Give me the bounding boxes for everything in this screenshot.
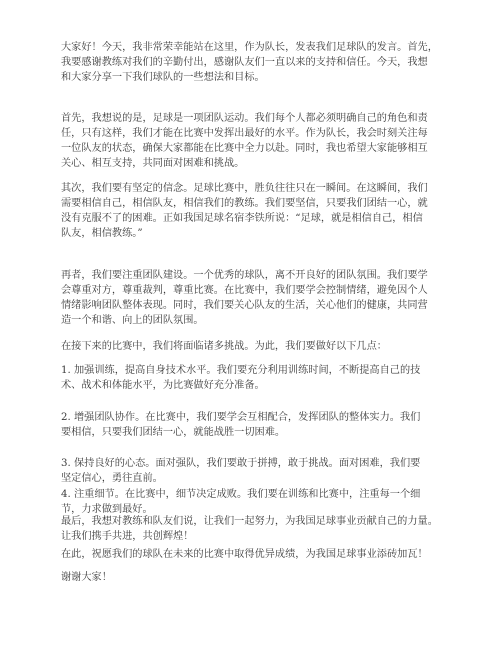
paragraph-team-building: 再者，我们要注重团队建设。一个优秀的球队，离不开良好的团队氛围。我们要学 会尊重对方，尊重裁判，尊重比赛。在比赛中，我们要学会控制情绪，避免因个人 情绪影响团队整体表现。同时，我们要关心队友的生活，关心他们的健康，共同营 造一个和谐、向上的团队氛围。 — [61, 270, 428, 326]
paragraph-thanks: 谢谢大家！ — [61, 572, 112, 583]
list-item-collaboration: 2. 增强团队协作。在比赛中，我们要学会互相配合，发挥团队的整体实力。我们 要相信，只要我们团结一心，就能战胜一切困难。 — [61, 412, 421, 438]
paragraph-challenges-intro: 在接下来的比赛中，我们将面临诸多挑战。为此，我们要做好以下几点： — [61, 341, 387, 352]
paragraph-closing: 最后，我想对教练和队友们说，让我们一起努力，为我国足球事业贡献自己的力量。 让我们携手共进，共创辉煌！ — [61, 516, 438, 542]
list-item-mindset: 3. 保持良好的心态。面对强队，我们要敢于拼搏，敢于挑战。面对困难，我们要 坚定信心，勇往直前。 — [61, 458, 421, 484]
paragraph-wishes: 在此，祝愿我们的球队在未来的比赛中取得优异成绩，为我国足球事业添砖加瓦！ — [61, 549, 428, 560]
paragraph-teamwork: 首先，我想说的是，足球是一项团队运动。我们每个人都必须明确自己的角色和责 任，只有这样，我们才能在比赛中发挥出最好的水平。作为队长，我会时刻关注每 一位队友的状态，确保大家都能在比赛中全力以赴。同时，我也希望大家能够相互 关心、相互支持，共同面对困难和挑战。 — [61, 113, 428, 169]
paragraph-opening: 大家好！今天，我非常荣幸能站在这里，作为队长，发表我们足球队的发言。首先， 我要感谢教练对我们的辛勤付出，感谢队友们一直以来的支持和信任。今天，我想 和大家分享一下我们球队的一些想法和目标。 — [61, 42, 438, 83]
list-item-details: 4. 注重细节。在比赛中，细节决定成败。我们要在训练和比赛中，注重每一个细 节，力求做到最好。 — [61, 489, 421, 515]
paragraph-belief: 其次，我们要有坚定的信念。足球比赛中，胜负往往只在一瞬间。在这瞬间，我们 需要相信自己，相信队友，相信我们的教练。我们要坚信，只要我们团结一心，就 没有克服不了的困难。正如我国足球名宿李铁所说：“足球，就是相信自己，相信 队友，相信教练。” — [61, 183, 428, 239]
list-item-training: 1. 加强训练，提高自身技术水平。我们要充分利用训练时间，不断提高自己的技 术、战术和体能水平，为比赛做好充分准备。 — [61, 365, 421, 391]
